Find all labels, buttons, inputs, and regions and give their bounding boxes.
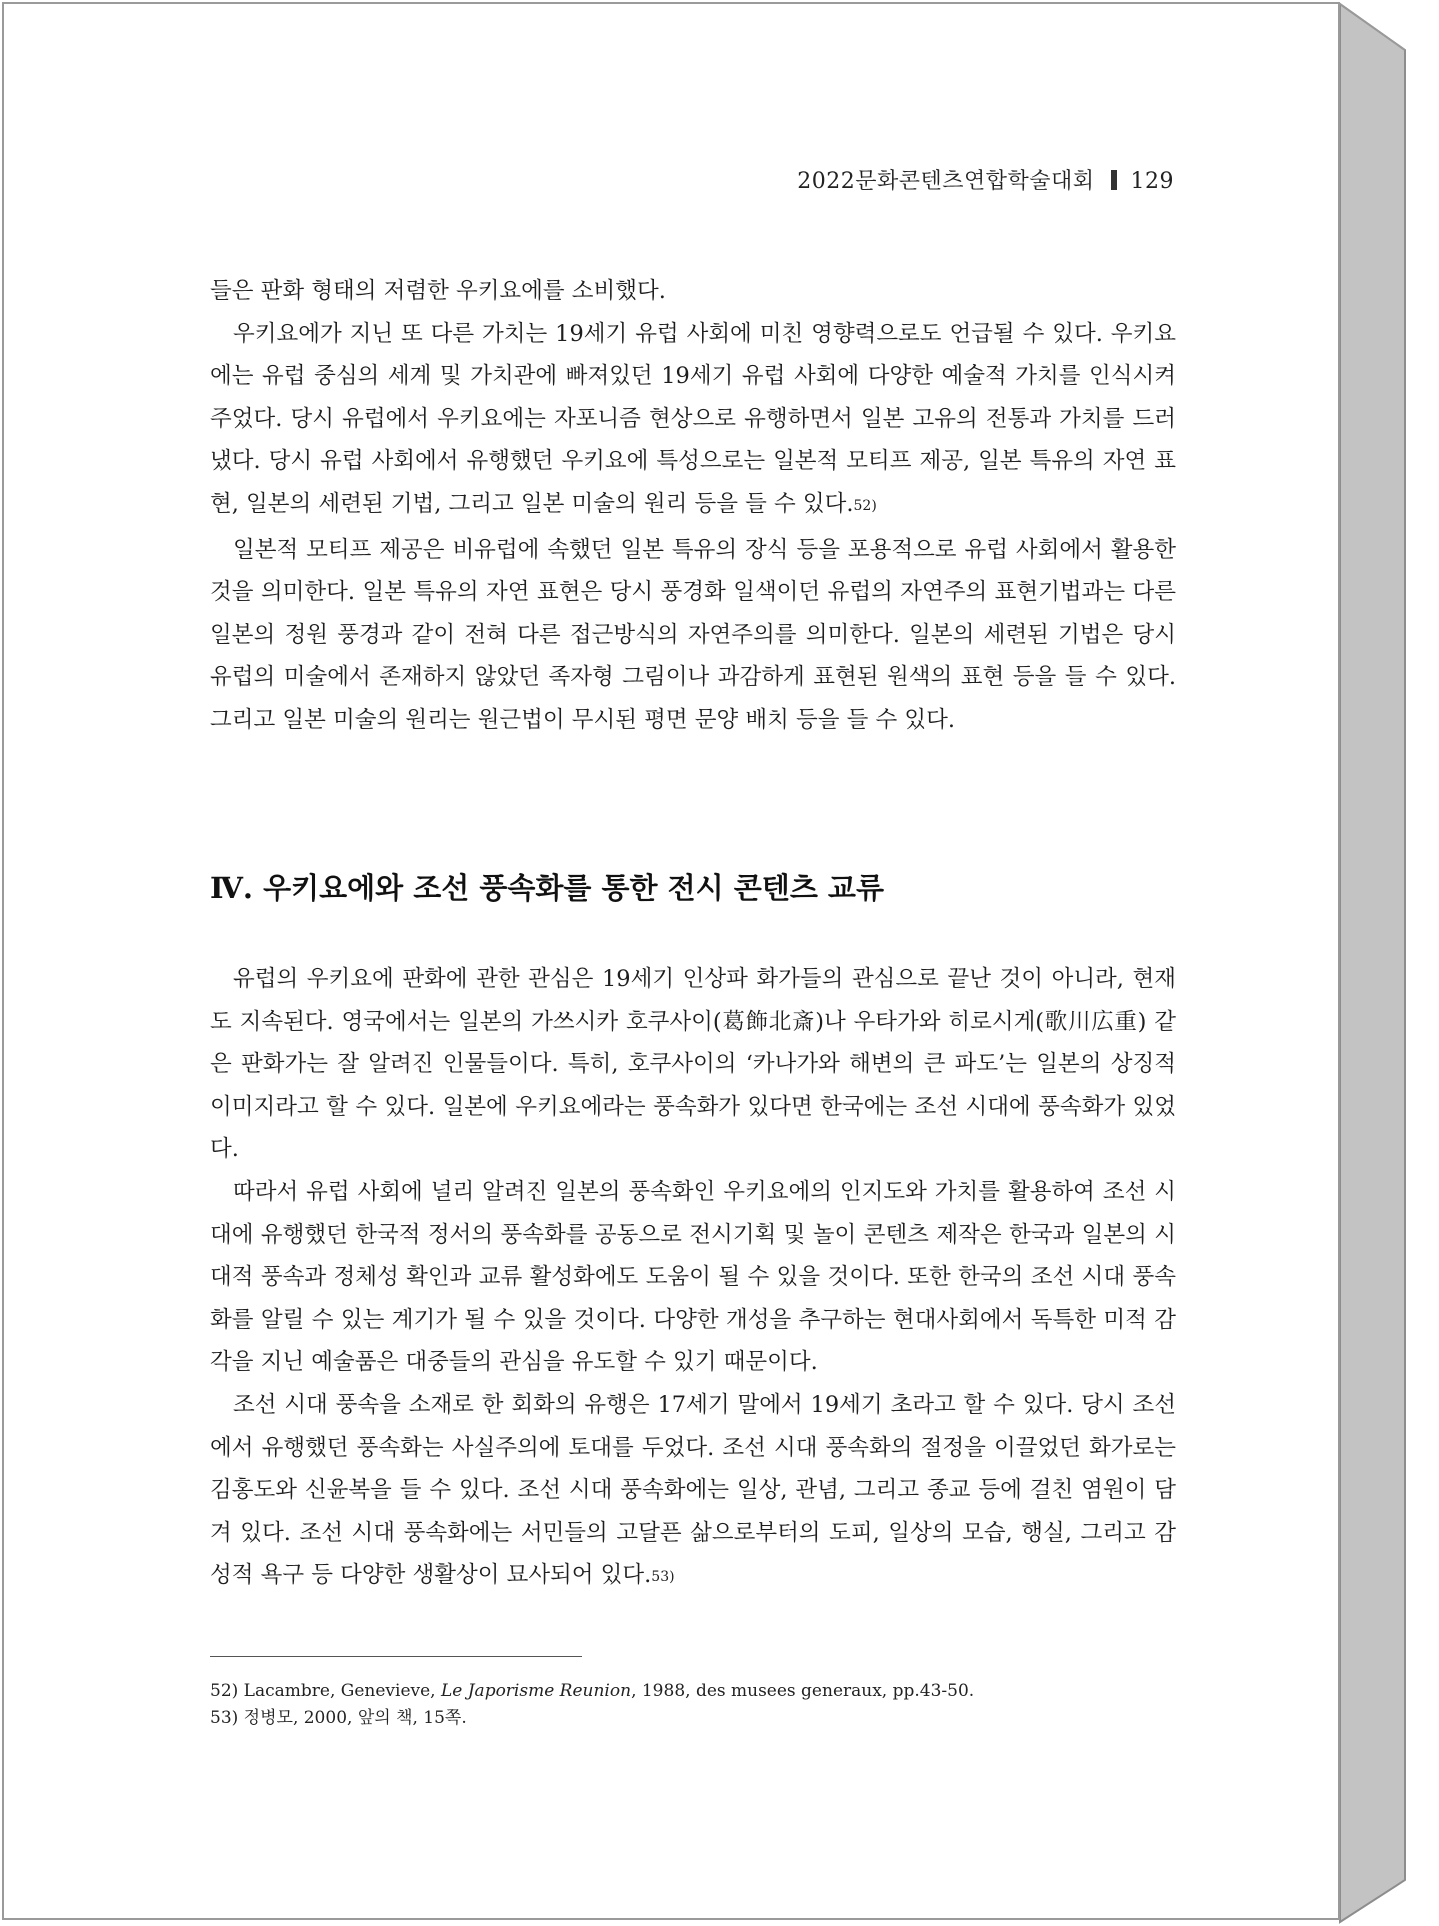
footnote: 52) Lacambre, Genevieve, Le Japorisme Reunion, 1988, des musees generaux, pp.43-50. [210,1681,975,1701]
paragraph: 들은 판화 형태의 저렴한 우키요에를 소비했다. [210,278,666,304]
footnote-ref: 52) [853,497,877,514]
section-heading: Ⅳ. 우키요에와 조선 풍속화를 통한 전시 콘텐츠 교류 [210,871,884,905]
running-title: 2022문화콘텐츠연합학술대회 [797,169,1095,194]
footnote-ref: 53) [651,1569,675,1586]
body-text-section [210,958,1176,1600]
footnote: 53) 정병모, 2000, 앞의 책, 15쪽. [210,1708,467,1728]
paragraph: 유럽의 우키요에 판화에 관한 관심은 19세기 인상파 화가들의 관심으로 끝난 것이 아니라, 현재도 지속된다. 영국에서는 일본의 가쓰시카 호쿠사이(葛飾北斎)나 우타가와 히로시게(歌川広重) 같은 판화가는 잘 알려진 인물들이다. 특히, 호쿠사이의 ‘카나가와 해변의 큰 파도’는 일본의 상징적 이미지라고 할 수 있다. 일본에 우키요에라는 풍속화가 있다면 한국에는 조선 시대에 풍속화가 있었다. [210,966,1176,1163]
footnotes [210,1678,1176,1732]
book-edge [1339,0,1409,1926]
footnote-title: Le Japorisme Reunion [440,1681,632,1701]
page-number: 129 [1130,169,1174,194]
paragraph: 조선 시대 풍속을 소재로 한 회화의 유행은 17세기 말에서 19세기 초라고 할 수 있다. 당시 조선에서 유행했던 풍속화는 사실주의에 토대를 두었다. 조선 시대 풍속화의 절정을 이끌었던 화가로는 김홍도와 신윤복을 들 수 있다. 조선 시대 풍속화에는 일상, 관념, 그리고 종교 등에 걸친 염원이 담겨 있다. 조선 시대 풍속화에는 서민들의 고달픈 삶으로부터의 도피, 일상의 모습, 행실, 그리고 감성적 욕구 등 다양한 생활상이 묘사되어 있다.53) [210,1391,1176,1589]
paragraph: 일본적 모티프 제공은 비유럽에 속했던 일본 특유의 장식 등을 포용적으로 유럽 사회에서 활용한 것을 의미한다. 일본 특유의 자연 표현은 당시 풍경화 일색이던 유럽의 자연주의 표현기법과는 다른 일본의 정원 풍경과 같이 전혀 다른 접근방식의 자연주의를 의미한다. 일본의 세련된 기법은 당시 유럽의 미술에서 존재하지 않았던 족자형 그림이나 과감하게 표현된 원색의 표현 등을 들 수 있다. 그리고 일본 미술의 원리는 원근법이 무시된 평면 문양 배치 등을 들 수 있다. [210,536,1176,733]
paragraph: 따라서 유럽 사회에 널리 알려진 일본의 풍속화인 우키요에의 인지도와 가치를 활용하여 조선 시대에 유행했던 한국적 정서의 풍속화를 공동으로 전시기획 및 놀이 콘텐츠 제작은 한국과 일본의 시대적 풍속과 정체성 확인과 교류 활성화에도 도움이 될 수 있을 것이다. 또한 한국의 조선 시대 풍속화를 알릴 수 있는 계기가 될 수 있을 것이다. 다양한 개성을 추구하는 현대사회에서 독특한 미적 감각을 지닌 예술품은 대중들의 관심을 유도할 수 있기 때문이다. [210,1178,1176,1376]
paragraph: 우키요에가 지닌 또 다른 가치는 19세기 유럽 사회에 미친 영향력으로도 언급될 수 있다. 우키요에는 유럽 중심의 세계 및 가치관에 빠져있던 19세기 유럽 사회에 다양한 예술적 가치를 인식시켜주었다. 당시 유럽에서 우키요에는 자포니즘 현상으로 유행하면서 일본 고유의 전통과 가치를 드러냈다. 당시 유럽 사회에서 유행했던 우키요에 특성으로는 일본적 모티프 제공, 일본 특유의 자연 표현, 일본의 세련된 기법, 그리고 일본 미술의 원리 등을 들 수 있다.52) [210,320,1176,517]
running-header [764,164,1174,195]
footnote-divider [210,1656,582,1657]
document-page [2,2,1340,1920]
header-separator [1111,170,1117,190]
body-text-top [210,270,1176,742]
